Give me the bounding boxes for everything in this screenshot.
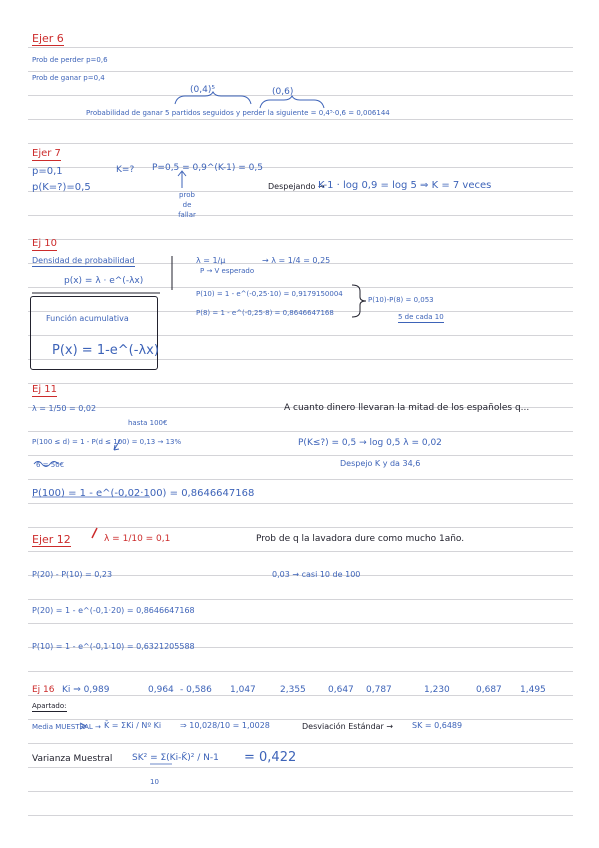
ex10-lambda-eq: λ = 1/μ xyxy=(196,256,226,265)
ex11-note-above: hasta 100€ xyxy=(128,419,168,427)
ex6-prob-win: Prob de ganar p=0,4 xyxy=(32,74,105,82)
ex10-density-label: Densidad de probabilidad xyxy=(32,256,135,265)
ex16-variance-value: = 0,422 xyxy=(244,750,297,765)
ex7-k-question: K=? xyxy=(116,165,135,175)
ex12-note1: 0,03 → casi 10 de 100 xyxy=(272,570,361,579)
ex16-value: 2,355 xyxy=(280,685,306,695)
ex6-prob-lose: Prob de perder p=0,6 xyxy=(32,56,108,64)
ex11-p100: P(100) = 1 - e^(-0,02·100) = 0,8646647168 xyxy=(32,488,255,499)
ex11-question: A cuanto dinero llevaran la mitad de los españoles q... xyxy=(284,403,530,413)
ex10-difference: P(10)-P(8) = 0,053 xyxy=(368,296,434,304)
ex10-p10: P(10) = 1 - e^(-0,25·10) = 0,9179150004 xyxy=(196,290,343,298)
ex16-part-label: Apartado: xyxy=(32,702,67,710)
ex16-variance-label: Varianza Muestral xyxy=(32,754,113,764)
ex16-mean-formula: K̄ = ΣKi / Nº Ki xyxy=(104,721,162,730)
ex12-lambda: λ = 1/10 = 0,1 xyxy=(104,534,171,544)
ex16-value: 1,047 xyxy=(230,685,256,695)
ex16-heading: Ej 16 xyxy=(32,685,55,695)
ex16-mean-value: ⇒ 10,028/10 = 1,0028 xyxy=(180,721,270,730)
ex16-data-first: Ki ⇒ 0,989 xyxy=(62,685,110,695)
ex7-heading: Ejer 7 xyxy=(32,148,61,159)
cumulative-function-box xyxy=(30,296,158,370)
ex6-exponent-lose: (0,6) xyxy=(272,87,294,97)
ex10-difference-note: 5 de cada 10 xyxy=(398,313,444,321)
ex16-std-value: SK = 0,6489 xyxy=(412,721,463,730)
ex16-value: 1,230 xyxy=(424,685,450,695)
ex10-cumulative-formula: P(x) = 1-e^(-λx) xyxy=(52,343,159,358)
ex16-value: 1,495 xyxy=(520,685,546,695)
ex6-exponent-win: (0,4)⁵ xyxy=(190,85,215,95)
ex12-line3: P(10) = 1 - e^(-0,1·10) = 0,6321205588 xyxy=(32,642,195,651)
ex7-condition: p(K=?)=0,5 xyxy=(32,182,91,193)
ex16-value: 0,647 xyxy=(328,685,354,695)
ex16-variance-formula: SK² = Σ(Ki-K̄)² / N-1 xyxy=(132,753,219,763)
ex11-probability-line: P(100 ≤ d) = 1 - P(d ≤ 100) = 0,13 → 13% xyxy=(32,438,182,446)
ex12-line2: P(20) = 1 - e^(-0,1·20) = 0,8646647168 xyxy=(32,606,195,615)
ex11-lambda: λ = 1/50 = 0,02 xyxy=(32,404,97,413)
ex7-p-value: p=0,1 xyxy=(32,166,63,177)
ex7-fail-note: prob de fallar xyxy=(178,191,196,219)
ex12-line1: P(20) - P(10) = 0,23 xyxy=(32,570,113,579)
ex12-question: Prob de q la lavadora dure como mucho 1año. xyxy=(256,534,465,544)
ex16-value: 0,964 xyxy=(148,685,174,695)
ex16-value: - 0,586 xyxy=(180,685,212,695)
ex10-cumulative-label: Función acumulativa xyxy=(46,314,129,323)
ex10-lambda-value: → λ = 1/4 = 0,25 xyxy=(262,256,331,265)
ex16-value: 0,787 xyxy=(366,685,392,695)
ex10-lambda-sub: P → V esperado xyxy=(200,267,255,275)
ex16-variance-n: 10 xyxy=(150,778,159,786)
ex10-heading: Ej 10 xyxy=(32,238,57,249)
ex11-sub-note: 6 = 50€ xyxy=(36,461,65,469)
ex11-heading: Ej 11 xyxy=(32,384,57,395)
ex7-result: K-1 · log 0,9 = log 5 ⇒ K = 7 veces xyxy=(318,180,492,191)
ex10-p8: P(8) = 1 - e^(-0,25·8) = 0,8646647168 xyxy=(196,309,334,317)
ex7-despejando: Despejando → xyxy=(268,182,325,191)
ex11-half-equation: P(K≤?) = 0,5 → log 0,5 λ = 0,02 xyxy=(298,438,442,448)
ex16-value: 0,687 xyxy=(476,685,502,695)
ex16-mean-label: Media MUESTRAL → xyxy=(32,723,101,731)
ex6-statement: Probabilidad de ganar 5 partidos seguidos y perder la siguiente = 0,4⁵·0,6 = 0,006144 xyxy=(86,109,390,117)
ex12-heading: Ejer 12 xyxy=(32,533,71,546)
ex6-heading: Ejer 6 xyxy=(32,32,64,45)
ex11-despeja: Despejo K y da 34,6 xyxy=(340,459,421,468)
ex7-formula: P=0,5 = 0,9^(K-1) = 0,5 xyxy=(152,163,263,173)
ex10-density-formula: p(x) = λ · e^(-λx) xyxy=(64,276,144,286)
ex16-std-label: Desviación Estándar → xyxy=(302,722,394,731)
